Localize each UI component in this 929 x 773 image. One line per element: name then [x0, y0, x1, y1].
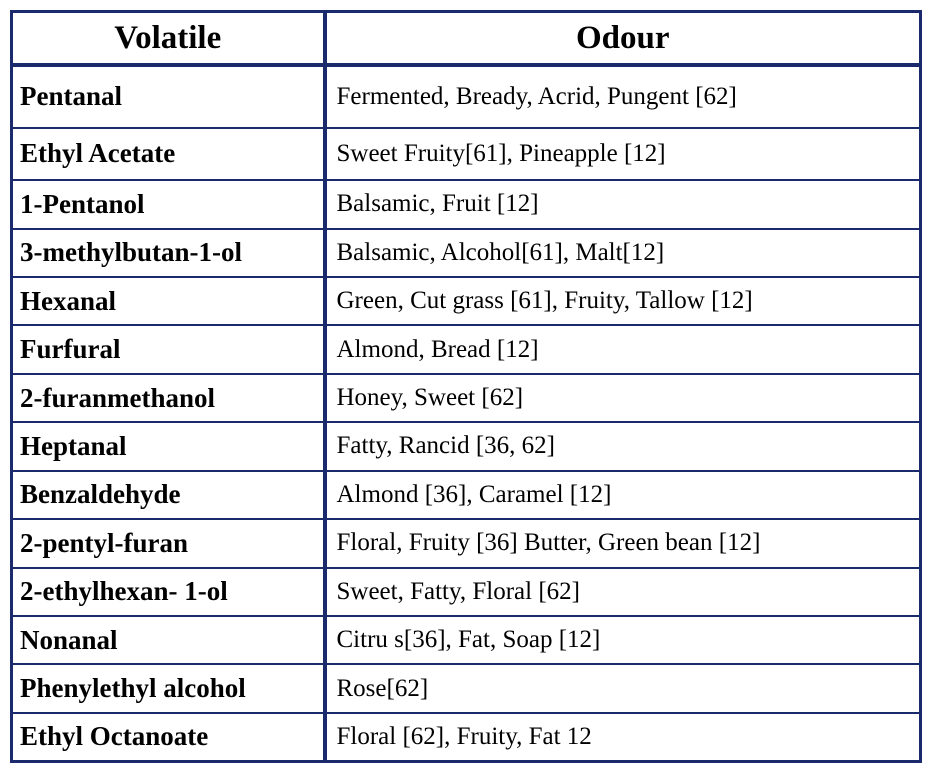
volatile-cell: Furfural [12, 325, 325, 373]
volatile-odour-table-frame [10, 10, 919, 763]
volatile-cell: 2-pentyl-furan [12, 519, 325, 567]
odour-cell: Balsamic, Fruit [12] [325, 180, 921, 228]
odour-cell: Fatty, Rancid [36, 62] [325, 422, 921, 470]
table-row [12, 229, 921, 277]
odour-cell: Sweet, Fatty, Floral [62] [325, 568, 921, 616]
volatile-cell: Hexanal [12, 277, 325, 325]
odour-cell: Sweet Fruity[61], Pineapple [12] [325, 128, 921, 180]
odour-cell: Rose[62] [325, 664, 921, 712]
table-row [12, 422, 921, 470]
table-row [12, 519, 921, 567]
volatile-cell: Heptanal [12, 422, 325, 470]
volatile-cell: Phenylethyl alcohol [12, 664, 325, 712]
odour-cell: Almond [36], Caramel [12] [325, 471, 921, 519]
table-header-row [12, 12, 921, 66]
table-row [12, 374, 921, 422]
volatile-cell: Benzaldehyde [12, 471, 325, 519]
table-row [12, 180, 921, 228]
table-row [12, 664, 921, 712]
odour-cell: Floral, Fruity [36] Butter, Green bean [12] [325, 519, 921, 567]
odour-cell: Almond, Bread [12] [325, 325, 921, 373]
table-row [12, 277, 921, 325]
volatile-cell: Pentanal [12, 65, 325, 128]
odour-cell: Fermented, Bready, Acrid, Pungent [62] [325, 65, 921, 128]
header-odour: Odour [325, 12, 921, 66]
volatile-odour-table [10, 10, 922, 763]
table-row [12, 568, 921, 616]
volatile-cell: Nonanal [12, 616, 325, 664]
volatile-cell: 2-ethylhexan- 1-ol [12, 568, 325, 616]
odour-cell: Honey, Sweet [62] [325, 374, 921, 422]
volatile-cell: Ethyl Acetate [12, 128, 325, 180]
table-row [12, 616, 921, 664]
volatile-cell: 1-Pentanol [12, 180, 325, 228]
odour-cell: Floral [62], Fruity, Fat 12 [325, 713, 921, 762]
volatile-cell: 3-methylbutan-1-ol [12, 229, 325, 277]
table-row [12, 713, 921, 762]
table-row [12, 471, 921, 519]
volatile-cell: 2-furanmethanol [12, 374, 325, 422]
odour-cell: Green, Cut grass [61], Fruity, Tallow [12] [325, 277, 921, 325]
odour-cell: Balsamic, Alcohol[61], Malt[12] [325, 229, 921, 277]
table-row [12, 128, 921, 180]
volatile-cell: Ethyl Octanoate [12, 713, 325, 762]
table-row [12, 325, 921, 373]
header-volatile: Volatile [12, 12, 325, 66]
table-row [12, 65, 921, 128]
odour-cell: Citru s[36], Fat, Soap [12] [325, 616, 921, 664]
